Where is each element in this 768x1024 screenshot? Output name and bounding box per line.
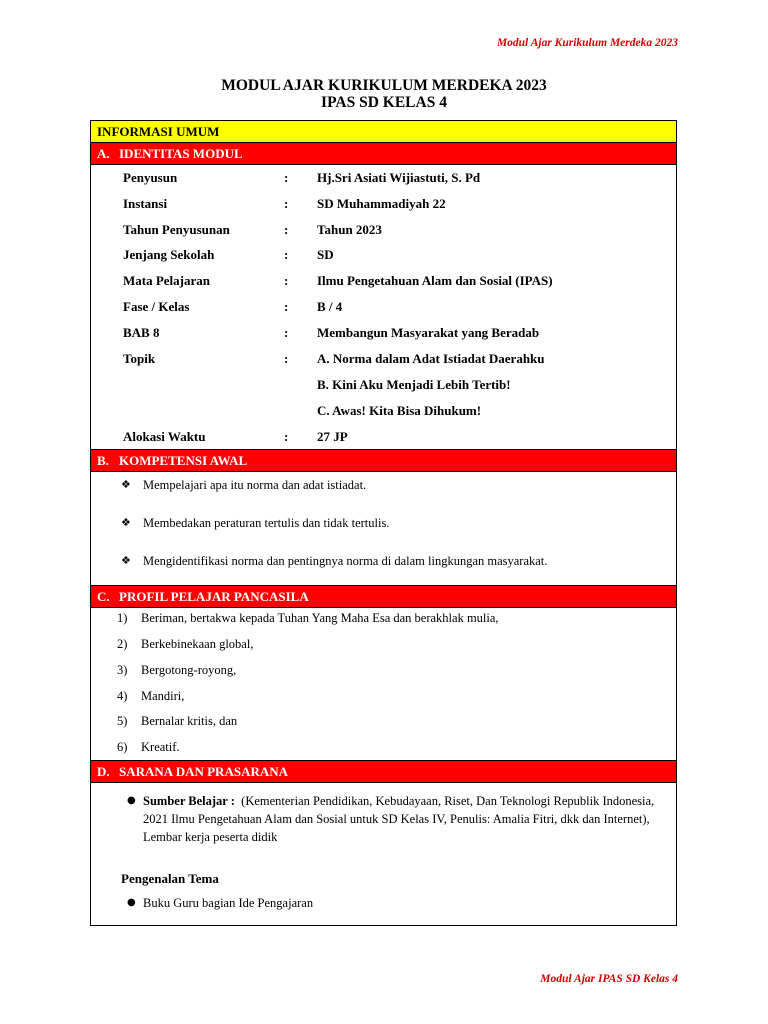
identity-row-instansi [91, 196, 676, 212]
profil-text: Berkebinekaan global, [141, 637, 254, 651]
identity-row-tahun [91, 222, 676, 238]
list-number: 2) [117, 637, 128, 651]
list-item [117, 662, 236, 678]
identity-colon: : [284, 325, 289, 340]
section-d-title: SARANA DAN PRASARANA [119, 764, 289, 779]
identity-colon: : [284, 222, 289, 237]
identity-value: SD [317, 247, 334, 262]
list-item [117, 739, 180, 755]
identity-colon: : [284, 351, 289, 366]
identity-value: A. Norma dalam Adat Istiadat Daerahku [317, 351, 545, 366]
running-footer: Modul Ajar IPAS SD Kelas 4 [540, 973, 678, 985]
list-number: 5) [117, 714, 128, 728]
identity-row-topik-b [91, 377, 676, 393]
diamond-bullet-icon: ❖ [121, 516, 131, 529]
pengenalan-tema-text: Buku Guru bagian Ide Pengajaran [143, 896, 314, 910]
identity-value: SD Muhammadiyah 22 [317, 196, 446, 211]
identity-value: Membangun Masyarakat yang Beradab [317, 325, 540, 340]
section-c-title: PROFIL PELAJAR PANCASILA [119, 589, 309, 604]
list-number: 1) [117, 611, 128, 625]
identity-colon: : [284, 170, 289, 185]
identity-value: B. Kini Aku Menjadi Lebih Tertib! [317, 377, 511, 392]
identity-row-alokasi [91, 429, 676, 445]
list-item [117, 688, 184, 704]
identity-label: Instansi [123, 196, 168, 211]
sumber-belajar-text: (Kementerian Pendidikan, Kebudayaan, Riset, Dan Teknologi Republik Indonesia, 2021 Ilmu Pengetahuan Alam dan Sosial untuk SD Kelas IV, Penulis: Amalia Fitri, dkk dan Internet), Lembar kerja peserta didik [143, 794, 655, 844]
list-number: 3) [117, 663, 128, 677]
list-item [117, 713, 237, 729]
diamond-bullet-icon: ❖ [121, 554, 131, 567]
section-c-letter: C. [97, 589, 110, 604]
kompetensi-text: Mengidentifikasi norma dan pentingnya norma di dalam lingkungan masyarakat. [143, 554, 548, 568]
identity-value: Hj.Sri Asiati Wijiastuti, S. Pd [317, 170, 481, 185]
identity-label: Tahun Penyusunan [123, 222, 230, 237]
identity-colon: : [284, 299, 289, 314]
round-bullet-icon: ● [127, 795, 136, 806]
informasi-umum-heading: INFORMASI UMUM [91, 121, 676, 143]
identity-label: BAB 8 [123, 325, 160, 340]
identity-colon: : [284, 429, 289, 444]
identity-row-jenjang [91, 247, 676, 263]
profil-text: Kreatif. [141, 740, 180, 754]
module-info-table [90, 120, 677, 926]
profil-text: Mandiri, [141, 689, 185, 703]
identity-row-fase [91, 299, 676, 315]
identity-label: Topik [123, 351, 156, 366]
section-a-heading [91, 143, 676, 165]
identity-row-bab [91, 325, 676, 341]
section-b-letter: B. [97, 453, 109, 468]
identity-label: Penyusun [123, 170, 178, 185]
identity-label: Mata Pelajaran [123, 273, 211, 288]
identity-row-penyusun [91, 170, 676, 186]
identity-value: C. Awas! Kita Bisa Dihukum! [317, 403, 482, 418]
diamond-bullet-icon: ❖ [121, 478, 131, 491]
section-b-heading [91, 450, 676, 472]
list-item [117, 610, 499, 626]
profil-text: Bernalar kritis, dan [141, 714, 238, 728]
title-line-1: MODUL AJAR KURIKULUM MERDEKA 2023 [221, 77, 547, 94]
document-title [0, 77, 768, 111]
sumber-belajar-body [143, 792, 667, 846]
profil-text: Bergotong-royong, [141, 663, 237, 677]
list-number: 4) [117, 689, 128, 703]
section-c-heading [91, 586, 676, 608]
section-a-title: IDENTITAS MODUL [119, 146, 243, 161]
identity-label: Fase / Kelas [123, 299, 190, 314]
identity-label: Alokasi Waktu [123, 429, 206, 444]
identity-colon: : [284, 196, 289, 211]
sumber-belajar-label: Sumber Belajar : [143, 794, 235, 808]
identity-row-topik [91, 351, 676, 367]
identity-colon: : [284, 273, 289, 288]
identity-value: B / 4 [317, 299, 343, 314]
pengenalan-tema-heading: Pengenalan Tema [121, 871, 219, 886]
section-b-title: KOMPETENSI AWAL [119, 453, 248, 468]
list-number: 6) [117, 740, 128, 754]
identity-row-topik-c [91, 403, 676, 419]
profil-text: Beriman, bertakwa kepada Tuhan Yang Maha Esa dan berakhlak mulia, [141, 611, 499, 625]
identity-value: Tahun 2023 [317, 222, 382, 237]
identity-label: Jenjang Sekolah [123, 247, 215, 262]
round-bullet-icon: ● [127, 897, 136, 908]
section-d-heading [91, 761, 676, 783]
running-header: Modul Ajar Kurikulum Merdeka 2023 [496, 37, 678, 49]
identity-value: 27 JP [317, 429, 348, 444]
title-line-2: IPAS SD KELAS 4 [321, 94, 447, 111]
identity-colon: : [284, 247, 289, 262]
identity-row-mapel [91, 273, 676, 289]
list-item [117, 636, 253, 652]
section-a-letter: A. [97, 146, 110, 161]
identity-value: Ilmu Pengetahuan Alam dan Sosial (IPAS) [317, 273, 553, 288]
section-d-letter: D. [97, 764, 110, 779]
kompetensi-text: Mempelajari apa itu norma dan adat istiadat. [143, 478, 367, 492]
kompetensi-text: Membedakan peraturan tertulis dan tidak tertulis. [143, 516, 390, 530]
